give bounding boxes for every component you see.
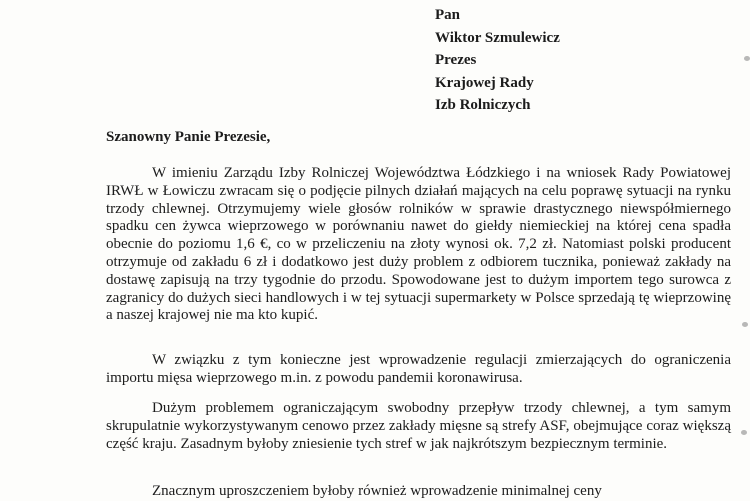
recipient-organization: Krajowej Rady	[435, 74, 534, 91]
paragraph-import-regulation: W związku z tym konieczne jest wprowadzenie regulacji zmierzających do ograniczenia importu mięsa wieprzowego m.in. z powodu pandemii koronawirusa.	[106, 352, 731, 386]
recipient-title: Pan	[435, 7, 461, 23]
paragraph-minimum-price: Znacznym uproszczeniem byłoby również wprowadzenie minimalnej ceny	[152, 483, 602, 499]
recipient-position: Prezes	[435, 52, 477, 68]
recipient-address	[435, 4, 560, 117]
paragraph-market-situation: W imieniu Zarządu Izby Rolniczej Województwa Łódzkiego i na wniosek Rady Powiatowej IRWŁ w Łowiczu zwracam się o podjęcie pilnych działań mających na celu poprawę sytuacji na rynku trzody chlewnej. Otrzymujemy wiele głosów rolników w sprawie drastycznego niewspółmiernego spadku cen żywca wieprzowego w porównaniu nawet do giełdy niemieckiej na której cena spadła obecnie do poziomu 1,6 €, co w przeliczeniu na złoty wynosi ok. 7,2 zł. Natomiast polski producent otrzymuje od zakładu 6 zł i dodatkowo jest duży problem z odbiorem tucznika, ponieważ zakłady na dostawę zapisują na trzy tygodnie do przodu. Spowodowane jest to dużym importem tego surowca z zagranicy do dużych sieci handlowych i w tej sytuacji supermarkety w Polsce sprzedają tę wieprzowinę a naszej krajowej nie ma kto kupić.	[106, 165, 731, 324]
paragraph-asf-zones: Dużym problemem ograniczającym swobodny przepływ trzody chlewnej, a tym samym skrupulatnie wykorzystywanym cenowo przez zakłady mięsne są strefy ASF, obejmujące coraz większą część kraju. Zasadnym byłoby zniesienie tych stref w jak najkrótszym bezpiecznym terminie.	[106, 400, 731, 452]
salutation: Szanowny Panie Prezesie,	[106, 129, 271, 145]
scan-speck	[741, 430, 747, 435]
recipient-name: Wiktor Szmulewicz	[435, 29, 560, 46]
recipient-organization-cont: Izb Rolniczych	[435, 97, 531, 113]
scan-speck	[744, 56, 750, 61]
scan-speck	[742, 322, 748, 327]
